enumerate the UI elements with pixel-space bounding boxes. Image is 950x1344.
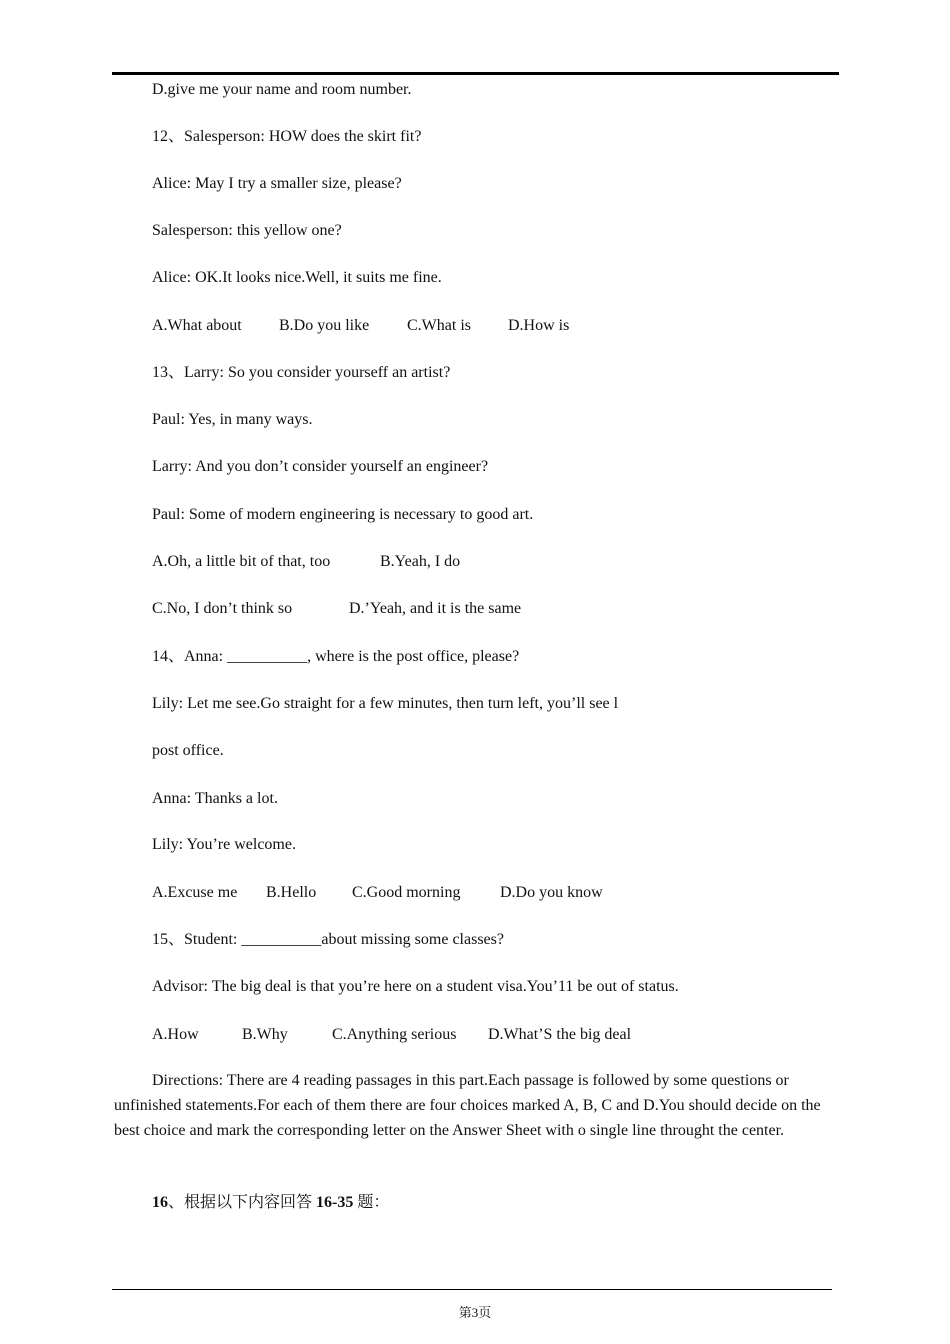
option-d: D.Do you know [500,884,603,901]
directions-paragraph: Directions: There are 4 reading passages in this part.Each passage is followed by some questions or unfinished statements.For each of them there are four choices marked A, B, C and D.You should decide on the best choice and mark the corresponding letter on the Answer Sheet with o single line throught the center. [114,1072,821,1139]
option-b: B.Do you like [279,317,370,334]
q15-prompt: 15、Student: __________about missing some classes? [152,931,504,948]
q14-line-lily-2: Lily: You’re welcome. [152,836,296,853]
q13-line-paul: Paul: Yes, in many ways. [152,411,313,428]
q11-option-d: D.give me your name and room number. [152,81,412,98]
q16-heading [152,1193,389,1213]
option-d: D.’Yeah, and it is the same [349,600,522,617]
header-rule [112,72,839,75]
q15-line-advisor: Advisor: The big deal is that you’re here on a student visa.You’11 be out of status. [152,978,679,995]
q15-options [152,1025,631,1045]
option-b: B.Why [242,1026,288,1043]
q16-suffix: 题： [353,1194,390,1211]
option-c: C.No, I don’t think so [152,600,293,617]
q12-prompt: 12、Salesperson: HOW does the skirt fit? [152,128,422,145]
q14-options [152,883,603,903]
option-a: A.How [152,1026,199,1043]
option-a: A.What about [152,317,242,334]
option-c: C.Good morning [352,884,461,901]
option-b: B.Yeah, I do [380,553,461,570]
page-number: 第3页 [458,1305,492,1320]
q12-line-alice-2: Alice: OK.It looks nice.Well, it suits me fine. [152,269,442,286]
option-a: A.Excuse me [152,884,238,901]
option-d: D.How is [508,317,570,334]
footer-rule [112,1289,832,1290]
q16-number: 16 [152,1194,168,1211]
option-c: C.What is [407,317,471,334]
q13-prompt: 13、Larry: So you consider yourseff an artist? [152,364,451,381]
q12-line-salesperson: Salesperson: this yellow one? [152,222,342,239]
q13-line-larry: Larry: And you don’t consider yourself an engineer? [152,458,489,475]
q14-prompt: 14、Anna: __________, where is the post office, please? [152,648,520,665]
q14-line-anna: Anna: Thanks a lot. [152,790,278,807]
option-c: C.Anything serious [332,1026,457,1043]
q13-options-row1 [152,552,460,572]
option-d: D.What’S the big deal [488,1026,632,1043]
option-a: A.Oh, a little bit of that, too [152,553,331,570]
q14-line-lily-cont: post office. [152,742,224,759]
q14-line-lily: Lily: Let me see.Go straight for a few minutes, then turn left, you’ll see l [152,695,619,712]
q12-options [152,316,569,336]
q16-range: 16-35 [316,1194,354,1211]
q16-text: 、根据以下内容回答 [168,1194,317,1211]
option-b: B.Hello [266,884,317,901]
q13-line-paul-2: Paul: Some of modern engineering is necessary to good art. [152,506,534,523]
q12-line-alice: Alice: May I try a smaller size, please? [152,175,402,192]
q13-options-row2 [152,599,521,619]
